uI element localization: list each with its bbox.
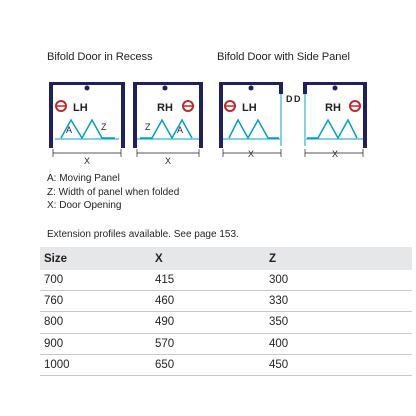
- shower-drain-icon: [85, 86, 90, 91]
- cell-z: 450: [265, 354, 412, 375]
- door-panel-line: [307, 120, 357, 138]
- title-bifold-side-panel: Bifold Door with Side Panel: [217, 51, 350, 63]
- title-bifold-recess: Bifold Door in Recess: [47, 51, 153, 63]
- bifold-door-diagrams: [0, 0, 416, 170]
- back-wall: [303, 82, 367, 85]
- label-rh: RH: [325, 102, 341, 114]
- cell-x: 650: [151, 354, 265, 375]
- corner-post: [303, 82, 307, 94]
- cell-z: 330: [265, 291, 412, 312]
- cell-size: 1000: [40, 354, 151, 375]
- left-wall: [49, 82, 53, 148]
- back-wall: [219, 82, 283, 85]
- size-table: [40, 247, 412, 376]
- label-x: X: [84, 156, 91, 166]
- label-z: Z: [145, 122, 151, 132]
- legend-item-z: Z: Width of panel when folded: [47, 186, 180, 198]
- cell-z: 300: [265, 270, 412, 291]
- shower-drain-icon: [333, 86, 338, 91]
- table-row: [40, 354, 412, 375]
- label-lh: LH: [73, 102, 88, 114]
- label-a: A: [177, 125, 184, 135]
- cell-x: 570: [151, 333, 265, 354]
- shower-drain-icon: [163, 86, 168, 91]
- col-header-size: Size: [40, 247, 151, 270]
- legend-item-a: A: Moving Panel: [47, 173, 120, 184]
- table-row: [40, 270, 412, 291]
- label-d: D: [286, 94, 293, 104]
- cell-z: 400: [265, 333, 412, 354]
- right-wall: [363, 82, 367, 148]
- label-x: X: [165, 156, 172, 166]
- extension-profiles-note: Extension profiles available. See page 153.: [47, 229, 239, 240]
- legend: [47, 172, 179, 213]
- left-wall: [219, 82, 223, 148]
- diagram-recess-lh: [49, 82, 125, 166]
- back-wall: [133, 82, 203, 85]
- shower-drain-icon: [249, 86, 254, 91]
- table-row: [40, 291, 412, 312]
- col-header-z: Z: [265, 247, 412, 270]
- door-panel-line: [229, 120, 279, 138]
- table-row: [40, 333, 412, 354]
- label-z: Z: [101, 122, 107, 132]
- cell-size: 760: [40, 291, 151, 312]
- table-row: [40, 312, 412, 333]
- right-wall: [199, 82, 203, 148]
- label-x: X: [248, 149, 255, 159]
- cell-size: 700: [40, 270, 151, 291]
- cell-size: 800: [40, 312, 151, 333]
- label-a: A: [66, 125, 73, 135]
- label-lh: LH: [242, 102, 257, 114]
- diagram-side-panel-rh: [294, 82, 367, 159]
- corner-post: [279, 82, 283, 94]
- cell-z: 350: [265, 312, 412, 333]
- label-rh: RH: [157, 102, 173, 114]
- label-x: X: [332, 149, 339, 159]
- cell-x: 460: [151, 291, 265, 312]
- cell-x: 415: [151, 270, 265, 291]
- diagram-side-panel-lh: [219, 82, 293, 159]
- cell-size: 900: [40, 333, 151, 354]
- left-wall: [133, 82, 137, 148]
- cell-x: 490: [151, 312, 265, 333]
- legend-item-x: X: Door Opening: [47, 200, 122, 212]
- col-header-x: X: [151, 247, 265, 270]
- label-d: D: [294, 94, 301, 104]
- back-wall: [49, 82, 125, 85]
- table-header-row: [40, 247, 412, 270]
- right-wall: [121, 82, 125, 148]
- diagram-recess-rh: [133, 82, 203, 166]
